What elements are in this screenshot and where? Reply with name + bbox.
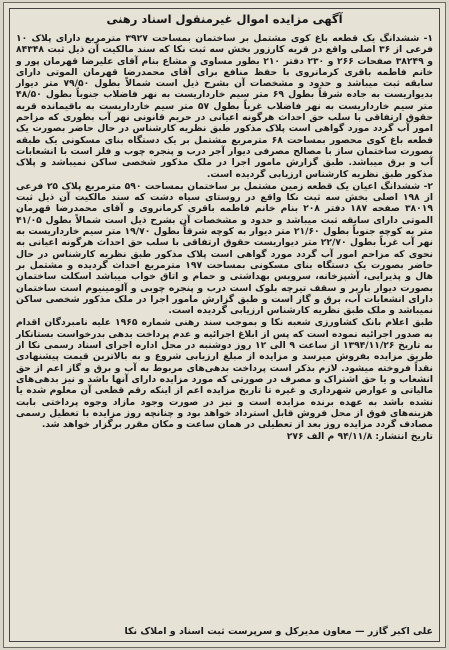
notice-title: آگهی مزایده اموال غیرمنقول اسناد رهنی xyxy=(106,12,343,26)
notice-paragraph-2: ۲- ششدانگ اعیان یک قطعه زمین مشتمل بر ساختمان بمساحت ۵۹۰ مترمربع پلاک ۲۵ فرعی از ۱۹۸ اصلی بخش سه ثبت نکا واقع در روستای سیاه دشت که سند مالکیت آن ذیل ثبت ۳۸۰۱۹ صفحه ۱۸۷ دفتر ۲۰۸ بنام خانم فاطمه باقری کرمانروی و آقای محمدرضا قهرمان الموتی دارای سابقه ثبت میباشد و حدود و مشخصات آن بشرح ذیل است شمالاً بطول ۴۱/۰۵ متر به کوچه جنوباً بطول ۲۱/۶۰ متر دیوار به کوچه شرقاً بطول ۱۹/۷۰ متر سیم خارداریست به نهر آب غرباً بطول ۲۲/۷۰ متر دیواریست حقوق ارتفاقی با سلب حق احداث هرگونه اعیانی به نحوی که مزاحم امور آب گردد مورد گواهی است پلاک مذکور طبق نظریه کارشناس در حال حاضر بصورت یک دستگاه بنای مسکونی بمساحت ۱۹۷ مترمربع احداث گردیده و مشتمل بر هال و پذیرایی، آشپزخانه، سرویس بهداشتی و حمام و اتاق خواب میباشد اسکلت ساختمان بصورت دیوار باربر و سقف تیرچه بلوک است درب و پنجره چوبی و آلومینیوم است ساختمان دارای انشعابات آب، برق و گاز است و طبق گزارش مامور اجرا در ملک مذکور شخصی ساکن نمیباشد و ملک طبق نظریه کارشناس ارزیابی گردیده است. xyxy=(16,180,434,317)
notice-paragraph-3: طبق اعلام بانک کشاورزی شعبه نکا و بموجب سند رهنی شماره ۱۹۶۵ علیه نامبردگان اقدام به صدور اجرائیه نموده است که پس از ابلاغ اجرائیه و عدم پرداخت بدهی بدرخواست بستانکار به تاریخ ۱۳۹۴/۱۱/۲۶ از ساعت ۹ الی ۱۲ روز دوشنبه در محل اداره اجرای اسناد رسمی نکا از طریق مزایده بفروش میرسد و مزایده از مبلغ ارزیابی شروع و به بالاترین قیمت پیشنهادی نقداً فروخته میشود. لازم بذکر است پرداخت بدهی‌های مربوط به آب و برق و گاز اعم از حق انشعاب و یا حق اشتراک و مصرف در صورتی که مورد مزایده دارای آنها باشد و نیز بدهی‌های مالیاتی و عوارض شهرداری و غیره تا تاریخ مزایده اعم از اینکه رقم قطعی آن معلوم شده یا نشده باشد به عهده برنده مزایده است و نیز در صورت وجود مازاد وجوه پرداختی بابت هزینه‌های فوق از محل فروش قابل استرداد خواهد بود و چنانچه روز مزایده با تعطیل رسمی مصادف گردد مزایده روز بعد از تعطیلی در همان ساعت و مکان مقرر برگزار خواهد شد. xyxy=(16,317,434,431)
notice-page xyxy=(3,2,446,648)
notice-paragraph-1: ۱- ششدانگ یک قطعه باغ کوی مشتمل بر ساختمان بمساحت ۳۹۲۷ مترمربع دارای پلاک ۱۰ فرعی از ۳۶ اصلی واقع در قریه کارزور بخش سه ثبت نکا که سند مالکیت آن ذیل ثبت ۸۴۳۴۸ و ۳۸۲۴۹ صفحات ۲۶۶ و ۲۳۰ دفتر ۲۱۰ بطور مساوی و مشاع بنام آقای علیرضا قهرمان پور و خانم فاطمه باقری کرمانروی با حفظ منافع برای آقای محمدرضا قهرمان الموتی دارای سابقه ثبت میباشد و حدود و مشخصات آن بشرح ذیل است شمالاً بطول ۷۹/۵۰ متر دیوار بدیواریست به جاده شرقاً بطول ۶۹ متر سیم خارداریست به نهر فاضلاب جنوباً بطول ۴۸/۵۰ متر سیم خارداریست به نهر فاضلاب غرباً بطول ۵۷ متر سیم خارداریست به باقیمانده قریه حقوق ارتفاقی با سلب حق احداث هرگونه اعیانی در حریم قانونی نهر آب بطوری که مزاحم امور آب گردد مورد گواهی است پلاک مذکور طبق نظریه کارشناس در حال حاضر بصورت یک قطعه باغ کوی محصور بمساحت ۶۸ مترمربع مشتمل بر یک دستگاه بنای مسکونی یک طبقه بصورت ساختمان ساز با مصالح مصرفی دیوار آجر درب و پنجره چوب و فلز است با انشعابات آب و برق میباشد. طبق گزارش مامور اجرا در ملک مذکور شخصی ساکن نمیباشد و پلاک مذکور طبق نظریه کارشناس ارزیابی گردیده است. xyxy=(16,33,434,180)
notice-publish-date: تاریخ انتشار: ۹۴/۱۱/۸ م الف ۲۷۶ xyxy=(286,431,433,443)
notice-signature: علی اکبر گازر — معاون مدیرکل و سرپرست ثبت اسناد و املاک نکا xyxy=(124,626,433,637)
notice-body xyxy=(16,33,433,444)
notice-footer xyxy=(16,626,433,637)
